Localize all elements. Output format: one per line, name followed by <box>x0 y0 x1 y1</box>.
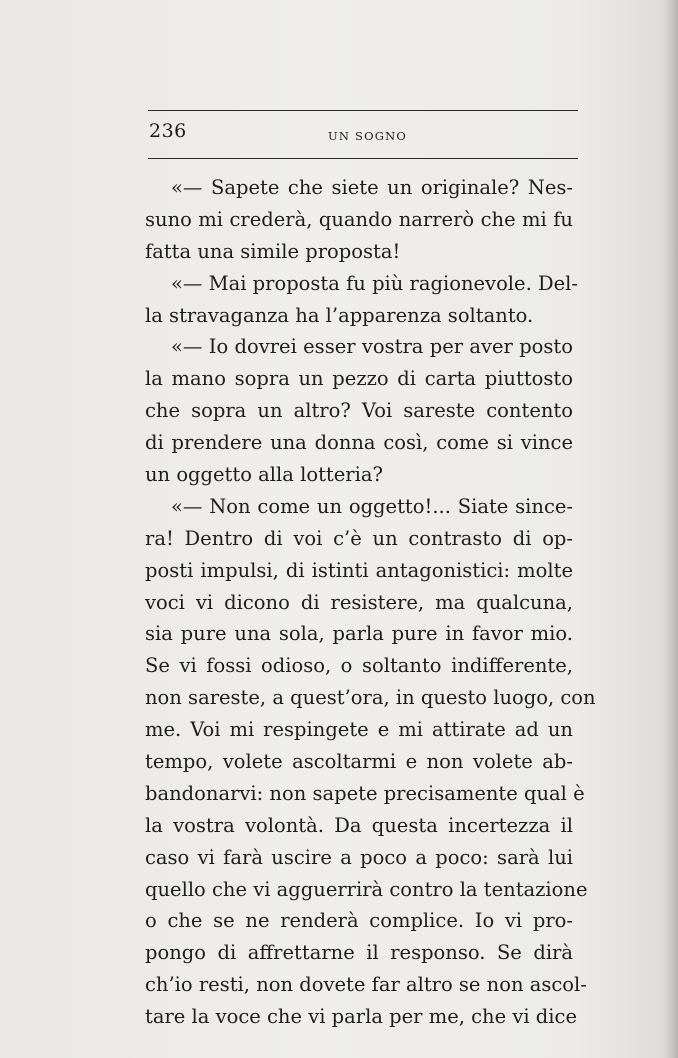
header-rule-bottom <box>148 158 578 159</box>
text-line: un oggetto alla lotteria? <box>145 463 383 487</box>
page-edge-shadow <box>664 0 678 1058</box>
text-line: pongo di affrettarne il responso. Se dirà <box>145 941 573 965</box>
text-line: la mano sopra un pezzo di carta piuttosto <box>145 367 573 391</box>
body-text <box>145 172 596 1033</box>
text-line: posti impulsi, di istinti antagonistici: molte <box>145 558 573 582</box>
text-line: caso vi farà uscire a poco a poco: sarà lui <box>145 845 573 869</box>
running-title: UN SOGNO <box>328 129 407 143</box>
text-line: non sareste, a quest’ora, in questo luogo, con <box>145 686 596 710</box>
text-line: «— Mai proposta fu più ragionevole. Del- <box>171 271 578 295</box>
text-line: sia pure una sola, parla pure in favor mio. <box>145 622 573 646</box>
text-line: che sopra un altro? Voi sareste contento <box>145 399 573 423</box>
text-line: fatta una simile proposta! <box>145 239 401 263</box>
text-line: ch’io resti, non dovete far altro se non ascol- <box>145 973 587 997</box>
page-number: 236 <box>149 120 187 142</box>
text-line: «— Non come un oggetto!... Siate since- <box>171 494 573 518</box>
text-line: Se vi fossi odioso, o soltanto indifferente, <box>145 654 573 678</box>
text-line: ra! Dentro di voi c’è un contrasto di op- <box>145 526 573 550</box>
text-line: bandonarvi: non sapete precisamente qual è <box>145 781 585 805</box>
text-line: o che se ne renderà complice. Io vi pro- <box>145 909 573 933</box>
text-line: di prendere una donna così, come si vince <box>145 431 573 455</box>
text-line: tempo, volete ascoltarmi e non volete ab- <box>145 750 573 774</box>
text-line: tare la voce che vi parla per me, che vi dice <box>145 1005 577 1029</box>
text-line: me. Voi mi respingete e mi attirate ad un <box>145 718 573 742</box>
text-line: la stravaganza ha l’apparenza soltanto. <box>145 303 534 327</box>
text-line: «— Sapete che siete un originale? Nes- <box>171 176 573 199</box>
text-line: quello che vi agguerrirà contro la tentazione <box>145 877 588 901</box>
text-line: «— Io dovrei esser vostra per aver posto <box>171 335 573 359</box>
text-line: la vostra volontà. Da questa incertezza il <box>145 813 573 837</box>
text-line: suno mi crederà, quando narrerò che mi fu <box>145 207 573 231</box>
header-rule-top <box>148 110 578 111</box>
text-line: voci vi dicono di resistere, ma qualcuna, <box>145 590 573 614</box>
